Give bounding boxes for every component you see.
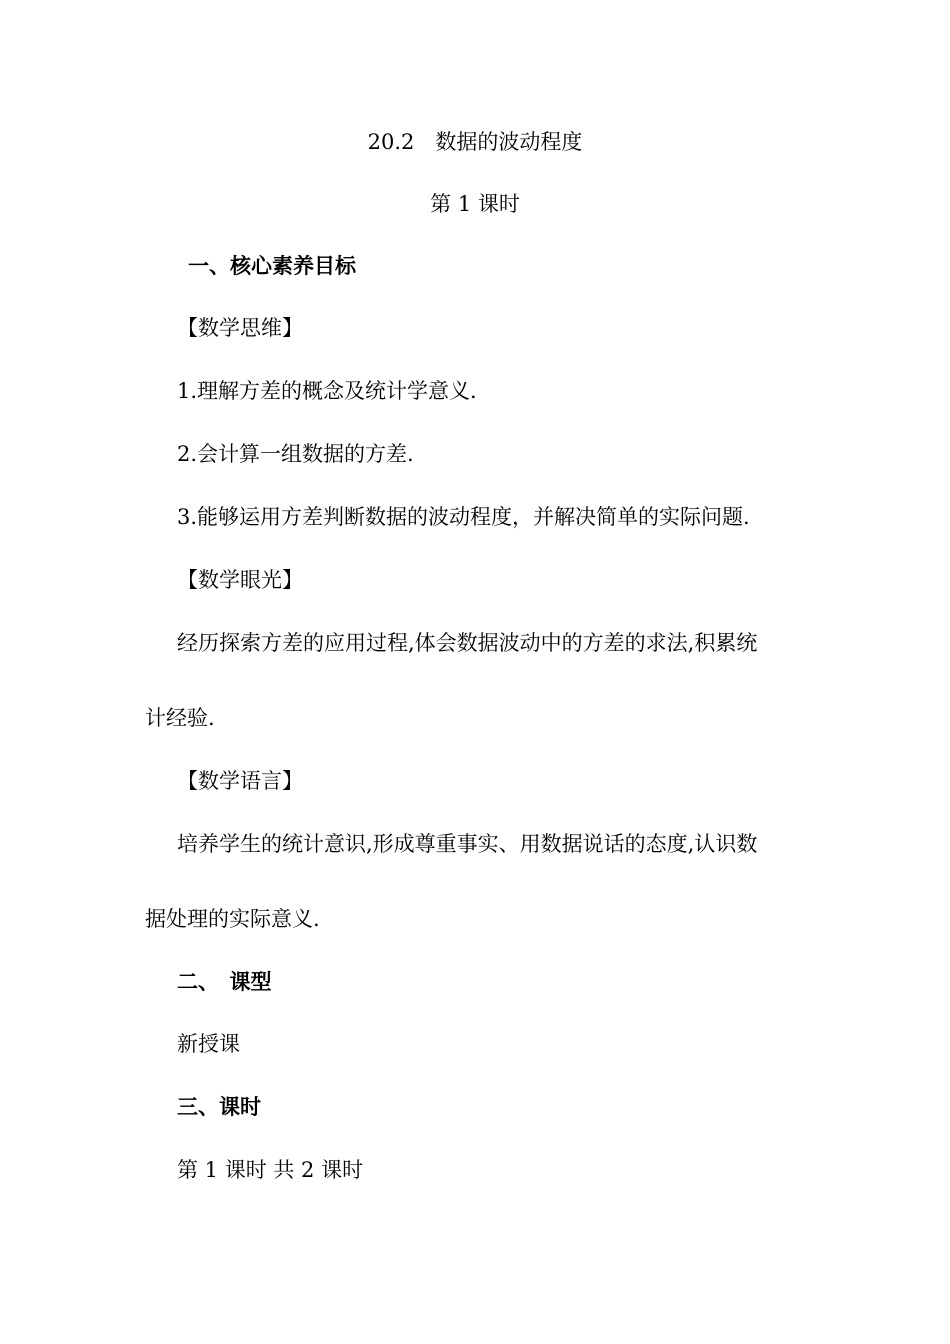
document-subtitle: 第 1 课时 <box>430 192 520 216</box>
section-heading-goals: 一、核心素养目标 <box>188 254 356 278</box>
label-math-language: 【数学语言】 <box>177 769 303 793</box>
section-heading-type: 二、 课型 <box>177 970 272 994</box>
vision-text-line-1: 经历探索方差的应用过程,体会数据波动中的方差的求法,积累统 <box>177 631 758 655</box>
type-value: 新授课 <box>177 1032 240 1056</box>
label-math-thinking: 【数学思维】 <box>177 316 303 340</box>
section-heading-period: 三、课时 <box>177 1095 261 1119</box>
label-math-vision: 【数学眼光】 <box>177 568 303 592</box>
period-value: 第 1 课时 共 2 课时 <box>177 1158 364 1182</box>
thinking-item-3: 3.能够运用方差判断数据的波动程度，并解决简单的实际问题. <box>177 505 750 529</box>
language-text-line-2: 据处理的实际意义. <box>145 907 320 931</box>
vision-text-line-2: 计经验. <box>145 706 215 730</box>
thinking-item-2: 2.会计算一组数据的方差. <box>177 442 414 466</box>
thinking-item-1: 1.理解方差的概念及统计学意义. <box>177 379 477 403</box>
language-text-line-1: 培养学生的统计意识,形成尊重事实、用数据说话的态度,认识数 <box>177 832 758 856</box>
document-title: 20.2 数据的波动程度 <box>367 130 583 154</box>
